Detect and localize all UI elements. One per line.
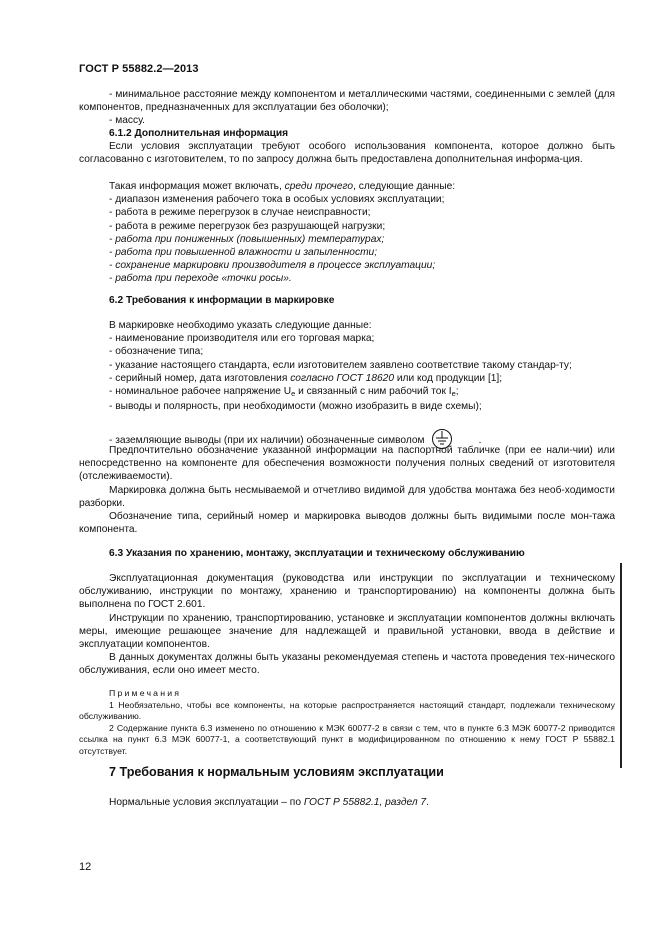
paragraph: В данных документах должны быть указаны рекомендуемая степень и частота проведения тех-нического обслуживания, если оно имеет место. [79,652,615,677]
paragraph: Обозначение типа, серийный номер и маркировка выводов должны быть видимыми после мон-тажа компонента. [79,511,615,536]
notes [79,688,615,758]
list-item: - диапазон изменения рабочего тока в особых условиях эксплуатации; [109,194,445,206]
section-6-2-list [79,319,615,413]
document-header: ГОСТ Р 55882.2—2013 [79,63,199,75]
paragraph: В маркировке необходимо указать следующие данные: [109,320,372,331]
list-item: - сохранение маркировки производителя в процессе эксплуатации; [109,260,436,272]
notes-title: Примечания [109,688,182,698]
section-6-1-2 [79,127,615,167]
list-item: - номинальное рабочее напряжение $U_e$ и связанный с ним рабочий ток $I_e$; [109,386,459,399]
section-6-1-2-list [79,180,615,286]
list-item: - обозначение типа; [109,346,204,358]
paragraph: Такая информация может включать, среди прочего, следующие данные: [109,181,456,192]
section-heading: 6.1.2 Дополнительная информация [109,128,289,139]
note-item: 1 Необязательно, чтобы все компоненты, на которые распространяется настоящий стандарт, подлежали техническому обслуживанию. [79,699,615,722]
paragraph: Предпочтительно обозначение указанной информации на паспортной табличке (при ее нали-чии) или непосредственно на компоненте для обеспечения возможности получения полных сведений от изготовителя (отслеживаемости). [79,445,615,483]
page-number: 12 [79,861,92,873]
list-item: - работа при переходе «точки росы». [109,273,292,285]
list-item: - указание настоящего стандарта, если изготовителем заявлено соответствие такому стандар-ту; [109,359,572,371]
list-item: - серийный номер, дата изготовления согласно ГОСТ 18620 или код продукции [1]; [109,372,503,384]
section-7-heading [79,766,615,779]
paragraph: Нормальные условия эксплуатации – по ГОСТ Р 55882.1, раздел 7. [109,797,429,808]
paragraph: Эксплуатационная документация (руководства или инструкции по эксплуатации и техническому обслуживанию, инструкции по монтажу, хранению и транспортированию) на компоненты должна быть выполнена по ГОСТ 2.601. [79,573,615,611]
section-6-2-heading [79,294,615,307]
list-item: - работа в режиме перегрузок в случае неисправности; [109,207,371,219]
section-6-2-paragraphs [79,444,615,536]
section-heading: 6.2 Требования к информации в маркировке [109,295,335,306]
paragraph: Если условия эксплуатации требуют особого использования компонента, которое должно быть согласованно с изготовителем, то по запросу должна быть предоставлена дополнительная информа-ция. [79,141,615,166]
section-7-body [79,796,615,809]
list-item: - работа в режиме перегрузок без разрушающей нагрузки; [109,220,386,232]
list-item: - минимальное расстояние между компонентом и металлическими частями, соединенными с землей (для компонентов, предназначенных для эксплуатации без оболочки); [79,89,615,114]
list-item: - работа при повышенной влажности и запыленности; [109,247,378,259]
list-item: - заземляющие выводы (при их наличии) обозначенные символом . [79,428,615,454]
intro-list [79,88,615,128]
list-item: - массу. [109,115,145,127]
list-item: - наименование производителя или его торговая марка; [109,333,375,345]
paragraph: Маркировка должна быть несмываемой и отчетливо видимой для удобства монтажа без необ-ходимости разборки. [79,484,615,509]
note-item: 2 Содержание пункта 6.3 изменено по отношению к МЭК 60077-2 в связи с тем, что в пункте 6.3 МЭК 60077-2 приводится ссылка на пункт 6.3 МЭК 60077-1, а соответствующий пункт в модифицированном по отношению к нему ГОСТ Р 55882.1 отсутствует. [79,722,615,756]
paragraph: Инструкции по хранению, транспортированию, установке и эксплуатации компонентов должны включать меры, имеющие решающее значение для надлежащей и правильной установки, ввода в действие и эксплуатации компонентов. [79,612,615,651]
section-heading: 7 Требования к нормальным условиям эксплуатации [109,765,444,779]
section-6-3-body [79,572,615,678]
section-6-3-heading [79,547,615,560]
list-item: - работа при пониженных (повышенных) температурах; [109,233,385,245]
change-bar [620,563,622,768]
section-heading: 6.3 Указания по хранению, монтажу, эксплуатации и техническому обслуживанию [109,548,525,559]
list-item: - выводы и полярность, при необходимости (можно изобразить в виде схемы); [109,401,482,413]
